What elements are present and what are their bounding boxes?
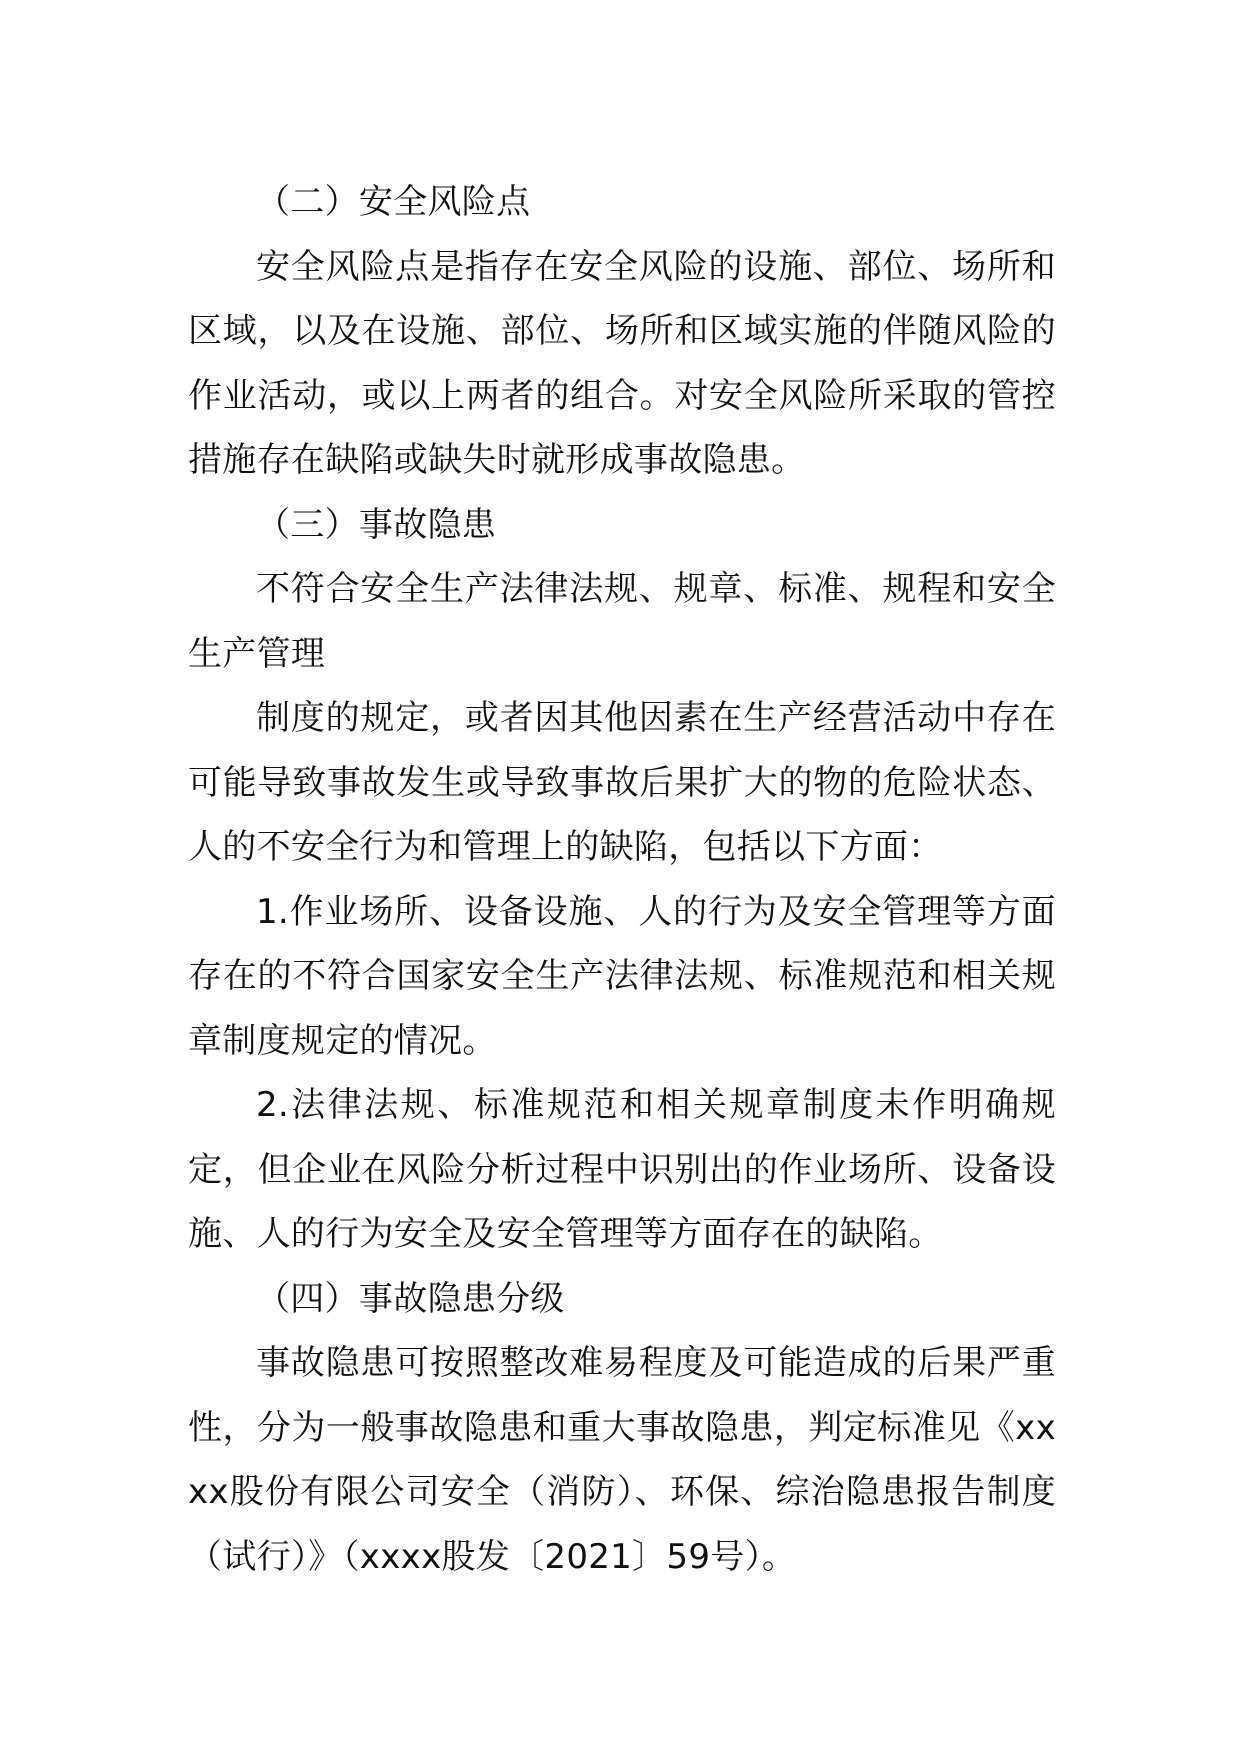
section-heading-hazard-grading: （四）事故隐患分级 <box>256 1278 565 1319</box>
section-heading-risk-point: （二）安全风险点 <box>256 182 531 222</box>
list-item-hazard-1: 1.作业场所、设备设施、人的行为及安全管理等方面存在的不符合国家安全生产法律法规、标准规范和相关规章制度规定的情况。 <box>188 891 1056 1061</box>
document-body <box>188 170 1056 1589</box>
list-item-hazard-2: 2.法律法规、标准规范和相关规章制度未作明确规定，但企业在风险分析过程中识别出的作业场所、设备设施、人的行为安全及安全管理等方面存在的缺陷。 <box>188 1085 1056 1254</box>
section-heading-accident-hazard: （三）事故隐患 <box>256 504 497 545</box>
paragraph-hazard-intro: 不符合安全生产法律法规、规章、标准、规程和安全生产管理 <box>188 569 1056 674</box>
paragraph-risk-point-definition: 安全风险点是指存在安全风险的设施、部位、场所和区域，以及在设施、部位、场所和区域实施的伴随风险的作业活动，或以上两者的组合。对安全风险所采取的管控措施存在缺陷或缺失时就形成事故隐患。 <box>188 246 1056 480</box>
paragraph-hazard-grading: 事故隐患可按照整改难易程度及可能造成的后果严重性，分为一般事故隐患和重大事故隐患，判定标准见《xxxx股份有限公司安全（消防）、环保、综治隐患报告制度（试行）》（xxxx股发〔2021〕59号）。 <box>188 1343 1056 1577</box>
paragraph-hazard-definition: 制度的规定，或者因其他因素在生产经营活动中存在可能导致事故发生或导致事故后果扩大的物的危险状态、人的不安全行为和管理上的缺陷，包括以下方面： <box>188 698 1056 867</box>
